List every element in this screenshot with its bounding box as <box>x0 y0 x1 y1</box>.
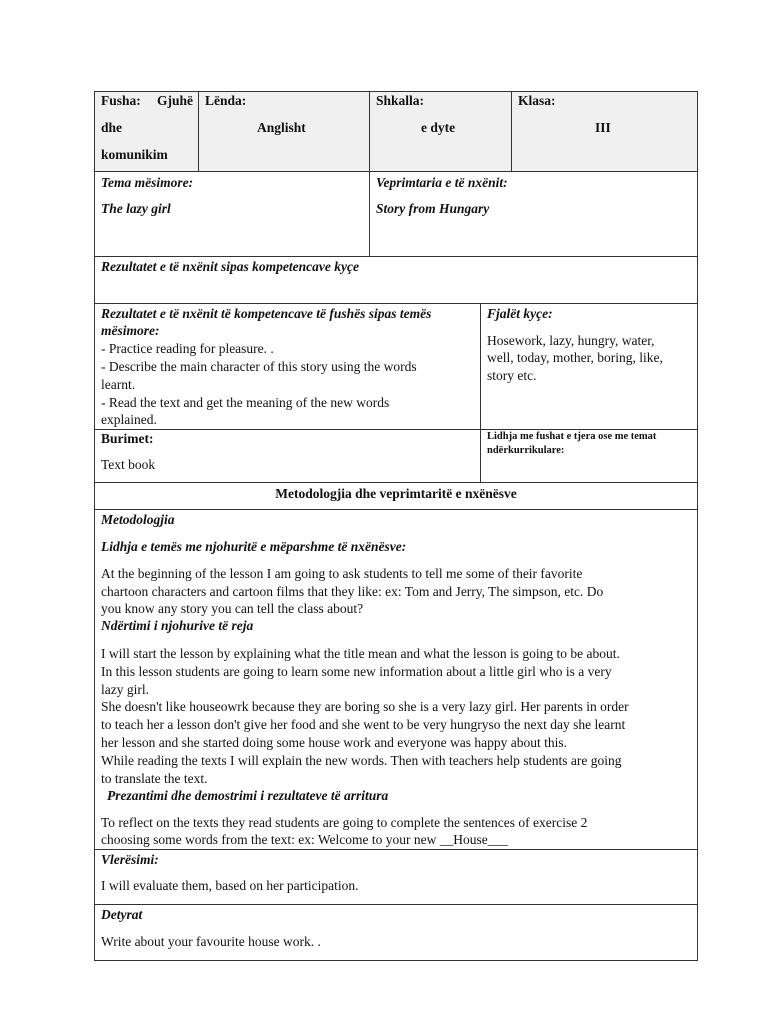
lenda-label: Lënda: <box>205 93 247 108</box>
prior-knowledge-line: At the beginning of the lesson I am going to ask students to tell me some of their favorite <box>101 566 583 581</box>
new-knowledge-line: In this lesson students are going to learn some new information about a little girl who is a very <box>101 664 612 679</box>
veprimtaria-label: Veprimtaria e të nxënit: <box>376 175 508 190</box>
new-knowledge-line: She doesn't like houseowrk because they are boring so she is a very lazy girl. Her parents in order <box>101 699 629 714</box>
new-knowledge-line: her lesson and she started doing some house work and everyone was happy about this. <box>101 735 568 750</box>
homework-value: Write about your favourite house work. . <box>101 934 321 949</box>
cross-links-line-2: ndërkurrikulare: <box>487 445 565 456</box>
keywords-label: Fjalët kyçe: <box>487 306 553 321</box>
new-knowledge-line: While reading the texts I will explain the new words. Then with teachers help students are going <box>101 753 622 768</box>
klasa-value: III <box>595 120 611 135</box>
prior-knowledge-line: you know any story you can tell the class about? <box>101 601 364 616</box>
cross-links-line-1: Lidhja me fushat e tjera ose me temat <box>487 431 657 442</box>
presentation-line-1: To reflect on the texts they read students are going to complete the sentences of exercise 2 <box>101 815 588 830</box>
presentation-line-2-text: choosing some words from the text: ex: Welcome to your new <box>101 832 440 847</box>
prior-knowledge-line: chartoon characters and cartoon films that they like: ex: Tom and Jerry, The simpson, etc. Do <box>101 584 604 599</box>
new-knowledge-line: lazy girl. <box>101 682 149 697</box>
shkalla-label: Shkalla: <box>376 93 425 108</box>
tema-label: Tema mësimore: <box>101 175 194 190</box>
evaluation-label: Vlerësimi: <box>101 852 159 867</box>
fusha-value-3: komunikim <box>101 147 168 162</box>
field-results-line: - Practice reading for pleasure. . <box>101 341 274 356</box>
methodology-header: Metodologjia dhe veprimtaritë e nxënësve <box>275 486 517 501</box>
field-results-line: - Describe the main character of this story using the words <box>101 359 417 374</box>
tema-value: The lazy girl <box>101 201 171 216</box>
presentation-blank: __House___ <box>439 832 508 847</box>
keywords-line: Hosework, lazy, hungry, water, <box>487 333 655 348</box>
fusha-value-1: Gjuhë <box>157 93 194 108</box>
field-results-heading-1: Rezultatet e të nxënit të kompetencave të fushës sipas temës <box>101 306 432 321</box>
sources-label: Burimet: <box>101 431 154 446</box>
key-competences-label: Rezultatet e të nxënit sipas kompetencave kyçe <box>101 259 359 274</box>
keywords-line: well, today, mother, boring, like, <box>487 350 663 365</box>
methodology-label: Metodologjia <box>101 512 175 527</box>
field-results-heading-2: mësimore: <box>101 323 160 338</box>
field-results-line: learnt. <box>101 377 136 392</box>
lenda-value: Anglisht <box>257 120 306 135</box>
prior-knowledge-label: Lidhja e temës me njohuritë e mëparshme të nxënësve: <box>101 539 407 554</box>
homework-label: Detyrat <box>101 907 143 922</box>
sources-value: Text book <box>101 457 156 472</box>
klasa-label: Klasa: <box>518 93 556 108</box>
new-knowledge-label: Ndërtimi i njohurive të reja <box>101 618 254 633</box>
presentation-line-2 <box>101 831 508 849</box>
keywords-line: story etc. <box>487 368 537 383</box>
new-knowledge-line: to teach her a lesson don't give her food and she went to be very hungryso the next day she learnt <box>101 717 626 732</box>
new-knowledge-line: to translate the text. <box>101 771 208 786</box>
field-results-line: - Read the text and get the meaning of the new words <box>101 395 390 410</box>
shkalla-value: e dyte <box>421 120 456 135</box>
evaluation-value: I will evaluate them, based on her participation. <box>101 878 359 893</box>
presentation-label: Prezantimi dhe demostrimi i rezultateve të arritura <box>107 788 389 803</box>
new-knowledge-line: I will start the lesson by explaining what the title mean and what the lesson is going to be about. <box>101 646 620 661</box>
veprimtaria-value: Story from Hungary <box>376 201 490 216</box>
fusha-value-2: dhe <box>101 120 123 135</box>
field-results-line: explained. <box>101 412 157 427</box>
fusha-label: Fusha: <box>101 93 141 108</box>
